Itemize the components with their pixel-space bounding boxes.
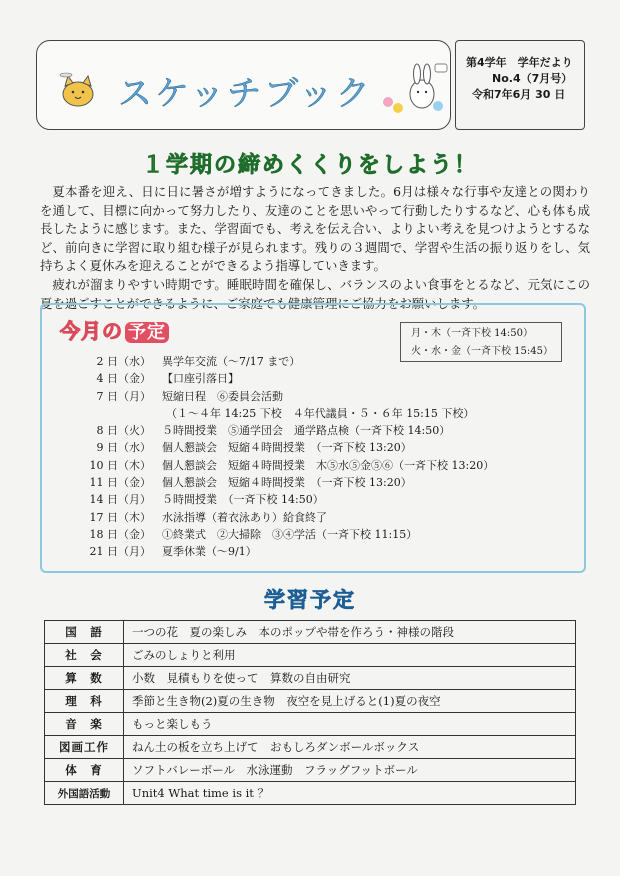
issue-info-box: [455, 40, 585, 130]
schedule-day: 14 日: [89, 493, 118, 507]
table-row: [45, 690, 576, 713]
content-cell: ごみのしょりと利用: [124, 644, 576, 667]
schedule-weekday: （月）: [118, 389, 151, 403]
schedule-day: 10 日: [89, 458, 118, 472]
schedule-day: 11 日: [89, 476, 118, 490]
schedule-weekday: （水）: [118, 441, 151, 455]
subject-cell: 体 育: [45, 759, 124, 782]
intro-paragraph: 夏本番を迎え、日に日に暑さが増すようになってきました。6月は様々な行事や友達との関わりを通して、目標に向かって努力したり、友達のことを思いやって行動したりするなど、心も体も成長したように感じます。また、学習面でも、考えを伝え合い、よりよい考えを見つけようとするなど、前向きに学習に取り組む様子が見られます。残りの３週間で、学習や生活の振り返りをし、気持ちよく夏休みを迎えることができるよう指導していきます。: [40, 184, 590, 274]
content-cell: 小数 見積もりを使って 算数の自由研究: [124, 667, 576, 690]
issue-number: No.4（7月号）: [492, 72, 573, 85]
newsletter-title: スケッチブック: [118, 74, 373, 114]
schedule-row: [72, 353, 572, 370]
subject-cell: 外国語活動: [45, 782, 124, 805]
content-cell: Unit4 What time is it ？: [124, 782, 576, 805]
schedule-text: ５時間授業 （一斉下校 14:50）: [162, 493, 324, 507]
schedule-text: 短縮日程 ⑥委員会活動: [162, 389, 283, 403]
subject-cell: 社 会: [45, 644, 124, 667]
time-note-line: 月・木（一斉下校 14:50）: [411, 328, 533, 339]
schedule-text: 異学年交流（～7/17 まで）: [162, 355, 301, 368]
schedule-list: [72, 353, 572, 561]
intro-text: [40, 183, 590, 313]
month-title-b: 予定: [125, 322, 169, 343]
subject-cell: 図画工作: [45, 736, 124, 759]
schedule-day: 7 日: [96, 389, 118, 403]
schedule-text: 個人懇談会 短縮４時間授業 （一斉下校 13:20）: [162, 476, 412, 490]
schedule-day: 9 日: [96, 441, 118, 455]
content-cell: 一つの花 夏の楽しみ 本のポップや帯を作ろう・神様の階段: [124, 621, 576, 644]
schedule-weekday: （金）: [118, 527, 151, 541]
schedule-text: 【口座引落日】: [162, 372, 239, 386]
subject-cell: 音 楽: [45, 713, 124, 736]
monthly-schedule-title: [60, 315, 169, 344]
schedule-text: 個人懇談会 短縮４時間授業 木⑤水⑤金⑤⑥（一斉下校 13:20）: [162, 458, 495, 472]
month-title-a: 今月の: [60, 319, 123, 343]
subject-cell: 算 数: [45, 667, 124, 690]
schedule-day: 21 日: [89, 545, 118, 559]
schedule-weekday: （火）: [118, 424, 151, 438]
study-plan-table: [44, 620, 576, 805]
schedule-day: 17 日: [89, 510, 118, 524]
schedule-text: 夏季休業（～9/1）: [162, 545, 257, 559]
subject-cell: 理 科: [45, 690, 124, 713]
schedule-row: [72, 543, 572, 560]
study-plan-title: 学習予定: [264, 588, 356, 612]
schedule-text: ①終業式 ②大掃除 ③④学活（一斉下校 11:15）: [162, 527, 418, 541]
schedule-day: 18 日: [89, 527, 118, 541]
schedule-row: [72, 370, 572, 387]
schedule-row: [72, 474, 572, 491]
table-row: [45, 667, 576, 690]
schedule-row: [72, 509, 572, 526]
intro-paragraph: 疲れが溜まりやすい時期です。睡眠時間を確保し、バランスのよい食事をとるなど、元気にこの夏を過ごすことができるように、ご家庭でも健康管理にご協力をお願いします。: [40, 276, 590, 311]
schedule-row: [72, 491, 572, 508]
schedule-row: [72, 422, 572, 439]
schedule-day: 2 日: [96, 355, 118, 368]
schedule-text: ５時間授業 ⑤通学団会 通学路点検（一斉下校 14:50）: [162, 424, 451, 438]
table-row: [45, 644, 576, 667]
subject-cell: 国 語: [45, 621, 124, 644]
bunny-flowers-illustration-icon: [378, 62, 448, 122]
schedule-row: [72, 405, 572, 422]
schedule-weekday: （水）: [118, 355, 151, 368]
schedule-row: [72, 526, 572, 543]
schedule-weekday: （月）: [118, 493, 151, 507]
schedule-row: [72, 457, 572, 474]
table-row: [45, 736, 576, 759]
content-cell: 季節と生き物(2)夏の生き物 夜空を見上げると(1)夏の夜空: [124, 690, 576, 713]
schedule-text: 水泳指導（着衣泳あり）給食終了: [162, 510, 327, 524]
content-cell: ソフトバレーボール 水泳運動 フラッグフットボール: [124, 759, 576, 782]
schedule-weekday: （金）: [118, 372, 151, 386]
table-row: [45, 759, 576, 782]
table-row: [45, 621, 576, 644]
headline: １学期の締めくくりをしよう！: [141, 153, 478, 178]
schedule-row: [72, 439, 572, 456]
schedule-row: [72, 388, 572, 405]
table-row: [45, 713, 576, 736]
schedule-weekday: （月）: [118, 545, 151, 559]
content-cell: ねん土の板を立ち上げて おもしろダンボールボックス: [124, 736, 576, 759]
schedule-weekday: （木）: [118, 458, 151, 472]
content-cell: もっと楽しもう: [124, 713, 576, 736]
schedule-text: 個人懇談会 短縮４時間授業 （一斉下校 13:20）: [162, 441, 412, 455]
grade-line: 第4学年 学年だより: [466, 56, 573, 69]
schedule-weekday: （木）: [118, 510, 151, 524]
time-note-line: 火・水・金（一斉下校 15:45）: [411, 346, 553, 357]
issue-date: 令和7年6月 30 日: [472, 88, 566, 101]
schedule-text: （１～４年 14:25 下校 ４年代議員・５・６年 15:15 下校）: [166, 406, 475, 420]
table-row: [45, 782, 576, 805]
cat-illustration-icon: [56, 70, 100, 108]
schedule-day: 4 日: [96, 372, 118, 386]
schedule-weekday: （金）: [118, 476, 151, 490]
schedule-day: 8 日: [96, 424, 118, 438]
